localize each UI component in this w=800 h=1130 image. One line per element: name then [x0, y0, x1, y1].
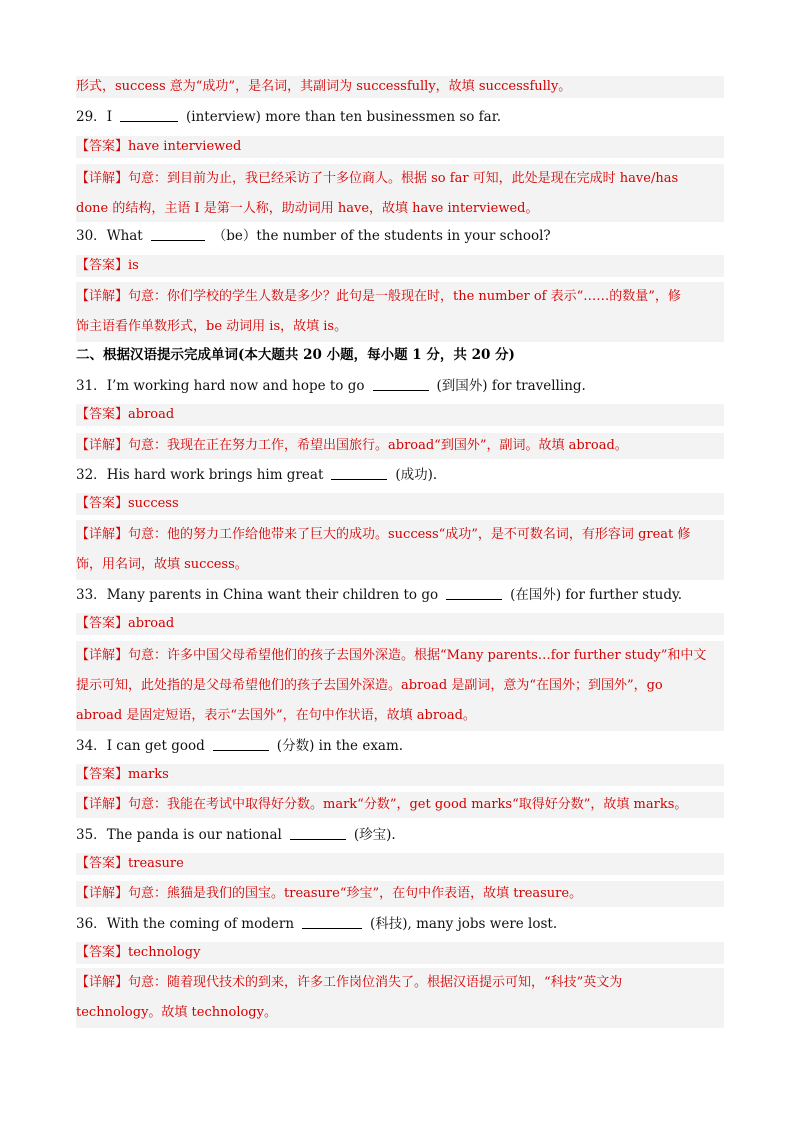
detail-line: 【详解】句意：到目前为止，我已经采访了十多位商人。根据 so far 可知，此处是现在完成时 have/has	[76, 171, 679, 186]
answer-31: 【答案】abroad	[76, 404, 724, 426]
detail-line: 【详解】句意：你们学校的学生人数是多少？此句是一般现在时，the number of 表示“……的数量”，修	[76, 289, 681, 304]
question-30	[76, 229, 724, 244]
section-heading: 二、根据汉语提示完成单词(本大题共 20 小题，每小题 1 分，共 20 分)	[76, 347, 515, 363]
question-text: (成功).	[395, 467, 438, 483]
detail-34	[76, 792, 724, 818]
question-31	[76, 379, 724, 394]
question-text: I’m working hard now and hope to go	[106, 378, 365, 394]
question-36	[76, 917, 724, 932]
answer-blank	[290, 828, 346, 840]
question-text: (到国外) for travelling.	[436, 378, 586, 394]
question-29	[76, 110, 724, 125]
question-text: The panda is our national	[106, 827, 282, 843]
question-text: （be）the number of the students in your school?	[212, 228, 551, 244]
detail-line: 饰，用名词，故填 success。	[76, 557, 248, 572]
detail-line: abroad 是固定短语，表示“去国外”，在句中作状语，故填 abroad。	[76, 708, 476, 723]
answer-30: 【答案】is	[76, 255, 724, 277]
detail-31	[76, 433, 724, 459]
answer-32: 【答案】success	[76, 493, 724, 515]
detail-29	[76, 164, 724, 222]
question-33	[76, 588, 724, 603]
detail-line: 【详解】句意：随着现代技术的到来，许多工作岗位消失了。根据汉语提示可知，“科技”英文为	[76, 975, 623, 990]
answer-34: 【答案】marks	[76, 764, 724, 786]
answer-blank	[446, 588, 502, 600]
detail-line: 【详解】句意：我现在正在努力工作，希望出国旅行。abroad“到国外”，副词。故填 abroad。	[76, 438, 628, 453]
answer-blank	[302, 917, 362, 929]
detail-line: 【详解】句意：许多中国父母希望他们的孩子去国外深造。根据“Many parents…for further study”和中文	[76, 648, 707, 663]
answer-blank	[151, 229, 205, 241]
question-32	[76, 468, 724, 483]
question-35	[76, 828, 724, 843]
answer-blank	[373, 379, 429, 391]
question-number: 29．	[76, 109, 107, 125]
detail-35	[76, 881, 724, 907]
answer-blank	[120, 110, 178, 122]
detail-line: 饰主语看作单数形式，be 动词用 is，故填 is。	[76, 319, 348, 334]
detail-33	[76, 641, 724, 731]
question-text: With the coming of modern	[106, 916, 295, 932]
question-number: 30．	[76, 228, 107, 244]
question-number: 32．	[76, 467, 107, 483]
question-text: (科技), many jobs were lost.	[370, 916, 558, 932]
question-number: 36．	[76, 916, 107, 932]
question-number: 33．	[76, 587, 107, 603]
detail-line: 【详解】句意：我能在考试中取得好分数。mark“分数”，get good marks“取得好分数”，故填 marks。	[76, 797, 688, 812]
detail-line: done 的结构，主语 I 是第一人称，助动词用 have，故填 have interviewed。	[76, 201, 539, 216]
answer-36: 【答案】technology	[76, 942, 724, 964]
question-text: I can get good	[106, 738, 205, 754]
detail-line: technology。故填 technology。	[76, 1005, 277, 1020]
answer-blank	[331, 468, 387, 480]
detail-line: 提示可知，此处指的是父母希望他们的孩子去国外深造。abroad 是副词，意为“在国外；到国外”，go	[76, 678, 663, 693]
question-34	[76, 739, 724, 754]
answer-35: 【答案】treasure	[76, 853, 724, 875]
question-text: What	[106, 228, 143, 244]
question-number: 35．	[76, 827, 107, 843]
question-number: 31．	[76, 378, 107, 394]
detail-36	[76, 968, 724, 1028]
answer-33: 【答案】abroad	[76, 613, 724, 635]
explanation-continuation: 形式，success 意为“成功”，是名词，其副词为 successfully，故填 successfully。	[76, 76, 724, 98]
detail-30	[76, 282, 724, 342]
question-number: 34．	[76, 738, 107, 754]
answer-29: 【答案】have interviewed	[76, 136, 724, 158]
question-text: (分数) in the exam.	[276, 738, 404, 754]
question-text: (在国外) for further study.	[510, 587, 683, 603]
question-text: (interview) more than ten businessmen so far.	[186, 109, 501, 125]
question-text: I	[106, 109, 113, 125]
detail-line: 【详解】句意：他的努力工作给他带来了巨大的成功。success“成功”，是不可数名词，有形容词 great 修	[76, 527, 691, 542]
question-text: (珍宝).	[353, 827, 396, 843]
question-text: His hard work brings him great	[106, 467, 324, 483]
question-text: Many parents in China want their children to go	[106, 587, 439, 603]
detail-32	[76, 520, 724, 580]
answer-blank	[213, 739, 269, 751]
detail-line: 【详解】句意：熊猫是我们的国宝。treasure“珍宝”，在句中作表语，故填 treasure。	[76, 886, 583, 901]
